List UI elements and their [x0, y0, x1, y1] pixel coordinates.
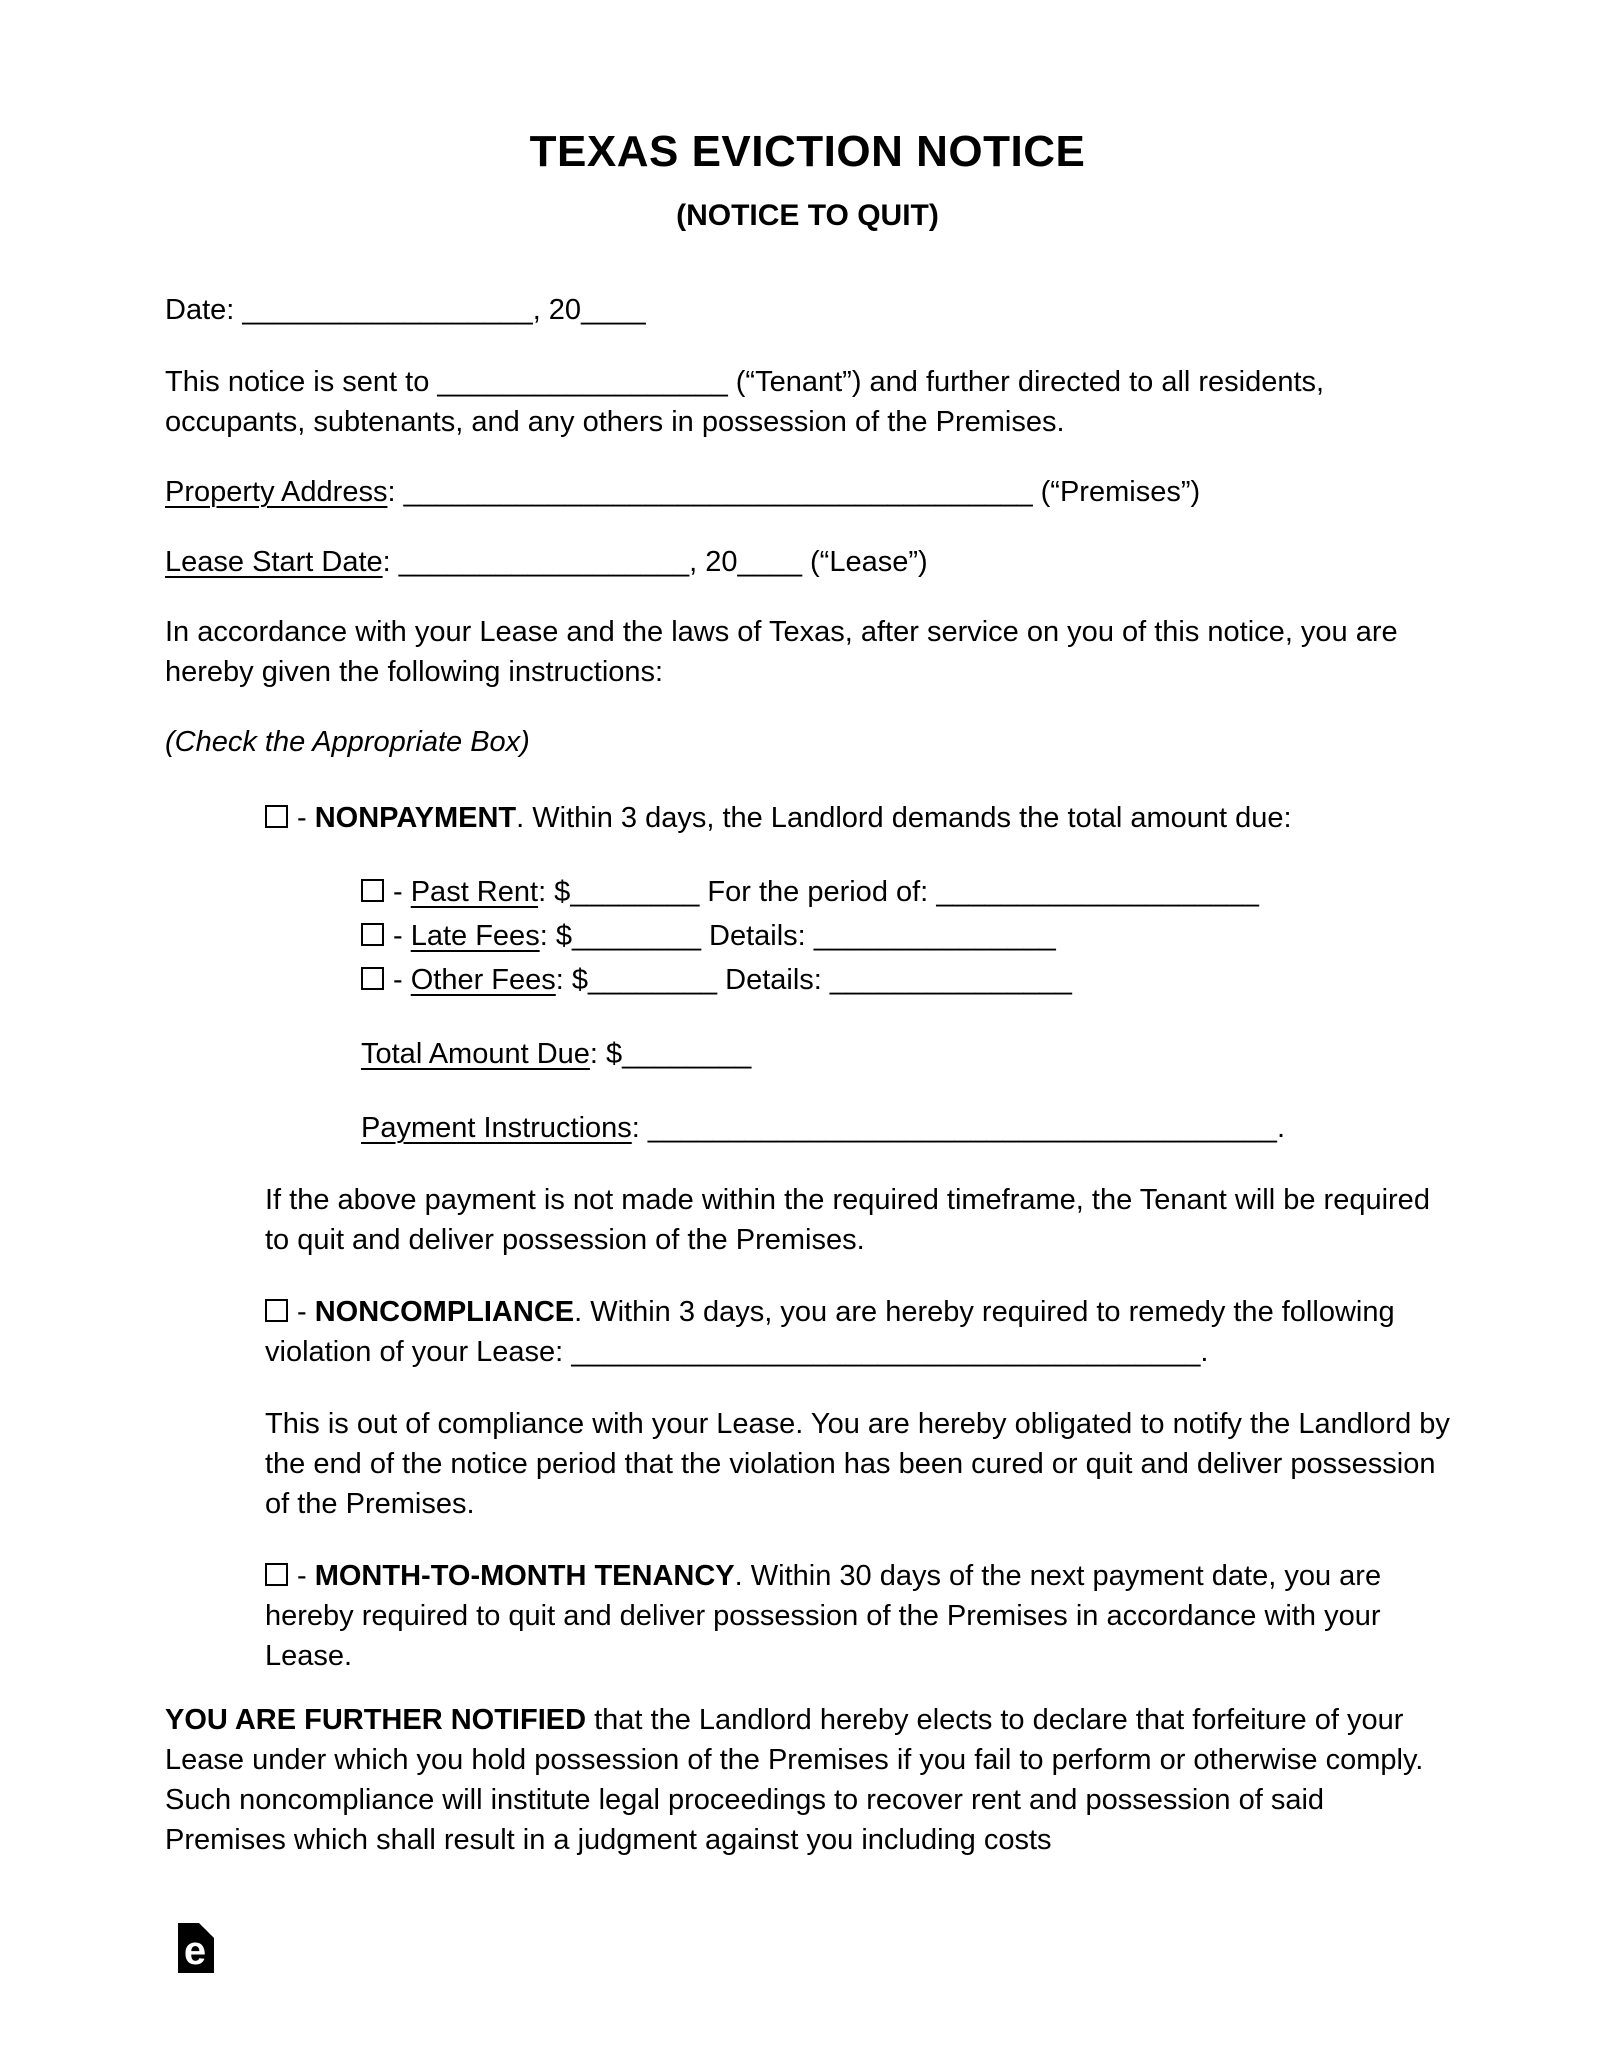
month-to-month-text: . Within 30 days of the next payment date, you are hereby required to quit and deliver possession of the Premises in accordance with your Lease. — [265, 1560, 1382, 1672]
payment-instructions-label: Payment Instructions — [361, 1112, 632, 1144]
payment-instructions-colon: : — [631, 1112, 648, 1144]
noncompliance-label: NONCOMPLIANCE — [314, 1296, 575, 1328]
late-fees-details-blank: _______________ — [813, 920, 1056, 952]
total-amount-due-colon: : $ — [589, 1038, 623, 1070]
other-fees-amount-blank: ________ — [588, 964, 718, 996]
sent-to-continuation: (“Tenant”) and further directed to all residents, occupants, subtenants, and any others in possession of the Premises. — [165, 366, 1325, 438]
date-label: Date: — [165, 294, 243, 326]
further-notified-label: YOU ARE FURTHER NOTIFIED — [165, 1704, 587, 1736]
other-fees-details-blank: _______________ — [829, 964, 1072, 996]
payment-warning-paragraph: If the above payment is not made within the required timeframe, the Tenant will be required to quit and deliver possession of the Premises. — [265, 1184, 1430, 1256]
lease-start-colon: : — [382, 546, 399, 578]
tenant-name-blank: __________________ — [437, 366, 728, 398]
late-fees-label: Late Fees — [410, 920, 540, 952]
page-subtitle: (NOTICE TO QUIT) — [676, 199, 939, 232]
premises-tag: (“Premises”) — [1032, 476, 1201, 508]
property-address-blank: _______________________________________ — [403, 476, 1033, 508]
lease-year-blank: ____ — [737, 546, 802, 578]
late-fees-amount-blank: ________ — [571, 920, 701, 952]
past-rent-checkbox[interactable] — [361, 879, 384, 902]
noncompliance-period: . — [1200, 1336, 1209, 1368]
lease-start-blank: __________________ — [398, 546, 690, 578]
other-fees-dash: - — [393, 964, 411, 996]
other-fees-line — [361, 958, 1450, 1002]
other-fees-checkbox[interactable] — [361, 967, 384, 990]
further-notified-text: that the Landlord hereby elects to declare that forfeiture of your Lease under which you hold possession of the Premises if you fail to perform or otherwise comply. Such noncompliance will institute legal proceedings to recover rent and possession of said Premises which shall result in a judgment against you including costs — [165, 1704, 1424, 1856]
other-fees-colon: : $ — [555, 964, 589, 996]
other-fees-label: Other Fees — [410, 964, 556, 996]
total-amount-due-label: Total Amount Due — [361, 1038, 590, 1070]
property-address-line — [165, 472, 1450, 512]
late-fees-line — [361, 914, 1450, 958]
month-to-month-label: MONTH-TO-MONTH TENANCY — [314, 1560, 735, 1592]
late-fees-colon: : $ — [539, 920, 572, 952]
eforms-logo-letter: e — [183, 1929, 207, 1973]
late-fees-dash: - — [393, 920, 411, 952]
date-line — [165, 290, 1450, 330]
payment-instructions-period: . — [1276, 1112, 1285, 1144]
noncompliance-text: . Within 3 days, you are hereby required to remedy the following violation of your Lease: — [265, 1296, 1395, 1368]
past-rent-dash: - — [393, 876, 411, 908]
nonpayment-checkbox[interactable] — [265, 805, 288, 828]
month-to-month-checkbox[interactable] — [265, 1563, 288, 1586]
nonpayment-sub-items — [361, 870, 1450, 1002]
check-appropriate-box-note: (Check the Appropriate Box) — [165, 726, 530, 758]
total-amount-due-blank: ________ — [622, 1038, 752, 1070]
noncompliance-section-line — [265, 1292, 1450, 1372]
date-blank: __________________ — [242, 294, 533, 326]
property-address-label: Property Address — [165, 476, 388, 508]
nonpayment-label: NONPAYMENT — [314, 802, 517, 834]
nonpayment-section-line — [265, 798, 1450, 838]
past-rent-line — [361, 870, 1450, 914]
late-fees-checkbox[interactable] — [361, 923, 384, 946]
noncompliance-checkbox[interactable] — [265, 1299, 288, 1322]
page-title: TEXAS EVICTION NOTICE — [529, 127, 1086, 176]
date-year-blank: ____ — [581, 294, 646, 326]
past-rent-period-label: For the period of: — [699, 876, 937, 908]
total-amount-due-line — [361, 1034, 1450, 1074]
payment-instructions-blank: _______________________________________ — [647, 1112, 1277, 1144]
past-rent-amount-blank: ________ — [570, 876, 700, 908]
further-notified-paragraph — [165, 1700, 1450, 1860]
other-fees-details-label: Details: — [717, 964, 830, 996]
late-fees-details-label: Details: — [700, 920, 814, 952]
lease-start-label: Lease Start Date — [165, 546, 383, 578]
violation-blank: _______________________________________ — [571, 1336, 1201, 1368]
sent-to-text: This notice is sent to — [165, 366, 438, 398]
month-to-month-section-line — [265, 1556, 1450, 1676]
eforms-logo — [178, 1923, 214, 1973]
past-rent-period-blank: ____________________ — [936, 876, 1259, 908]
month-to-month-dash: - — [297, 1560, 315, 1592]
compliance-obligation-paragraph: This is out of compliance with your Lease. You are hereby obligated to notify the Landlord by the end of the notice period that the violation has been cured or quit and deliver possession of the Premises. — [265, 1408, 1450, 1520]
past-rent-label: Past Rent — [410, 876, 539, 908]
lease-year-prefix: , 20 — [689, 546, 738, 578]
notice-sent-to-paragraph — [165, 362, 1450, 442]
property-address-colon: : — [387, 476, 404, 508]
noncompliance-dash: - — [297, 1296, 315, 1328]
lease-tag: (“Lease”) — [801, 546, 928, 578]
nonpayment-text: . Within 3 days, the Landlord demands the total amount due: — [516, 802, 1292, 834]
accordance-paragraph: In accordance with your Lease and the laws of Texas, after service on you of this notice, you are hereby given the following instructions: — [165, 616, 1398, 688]
nonpayment-dash: - — [297, 802, 315, 834]
payment-instructions-line — [361, 1108, 1450, 1148]
date-year-prefix: , 20 — [532, 294, 582, 326]
lease-start-date-line — [165, 542, 1450, 582]
past-rent-colon: : $ — [538, 876, 571, 908]
